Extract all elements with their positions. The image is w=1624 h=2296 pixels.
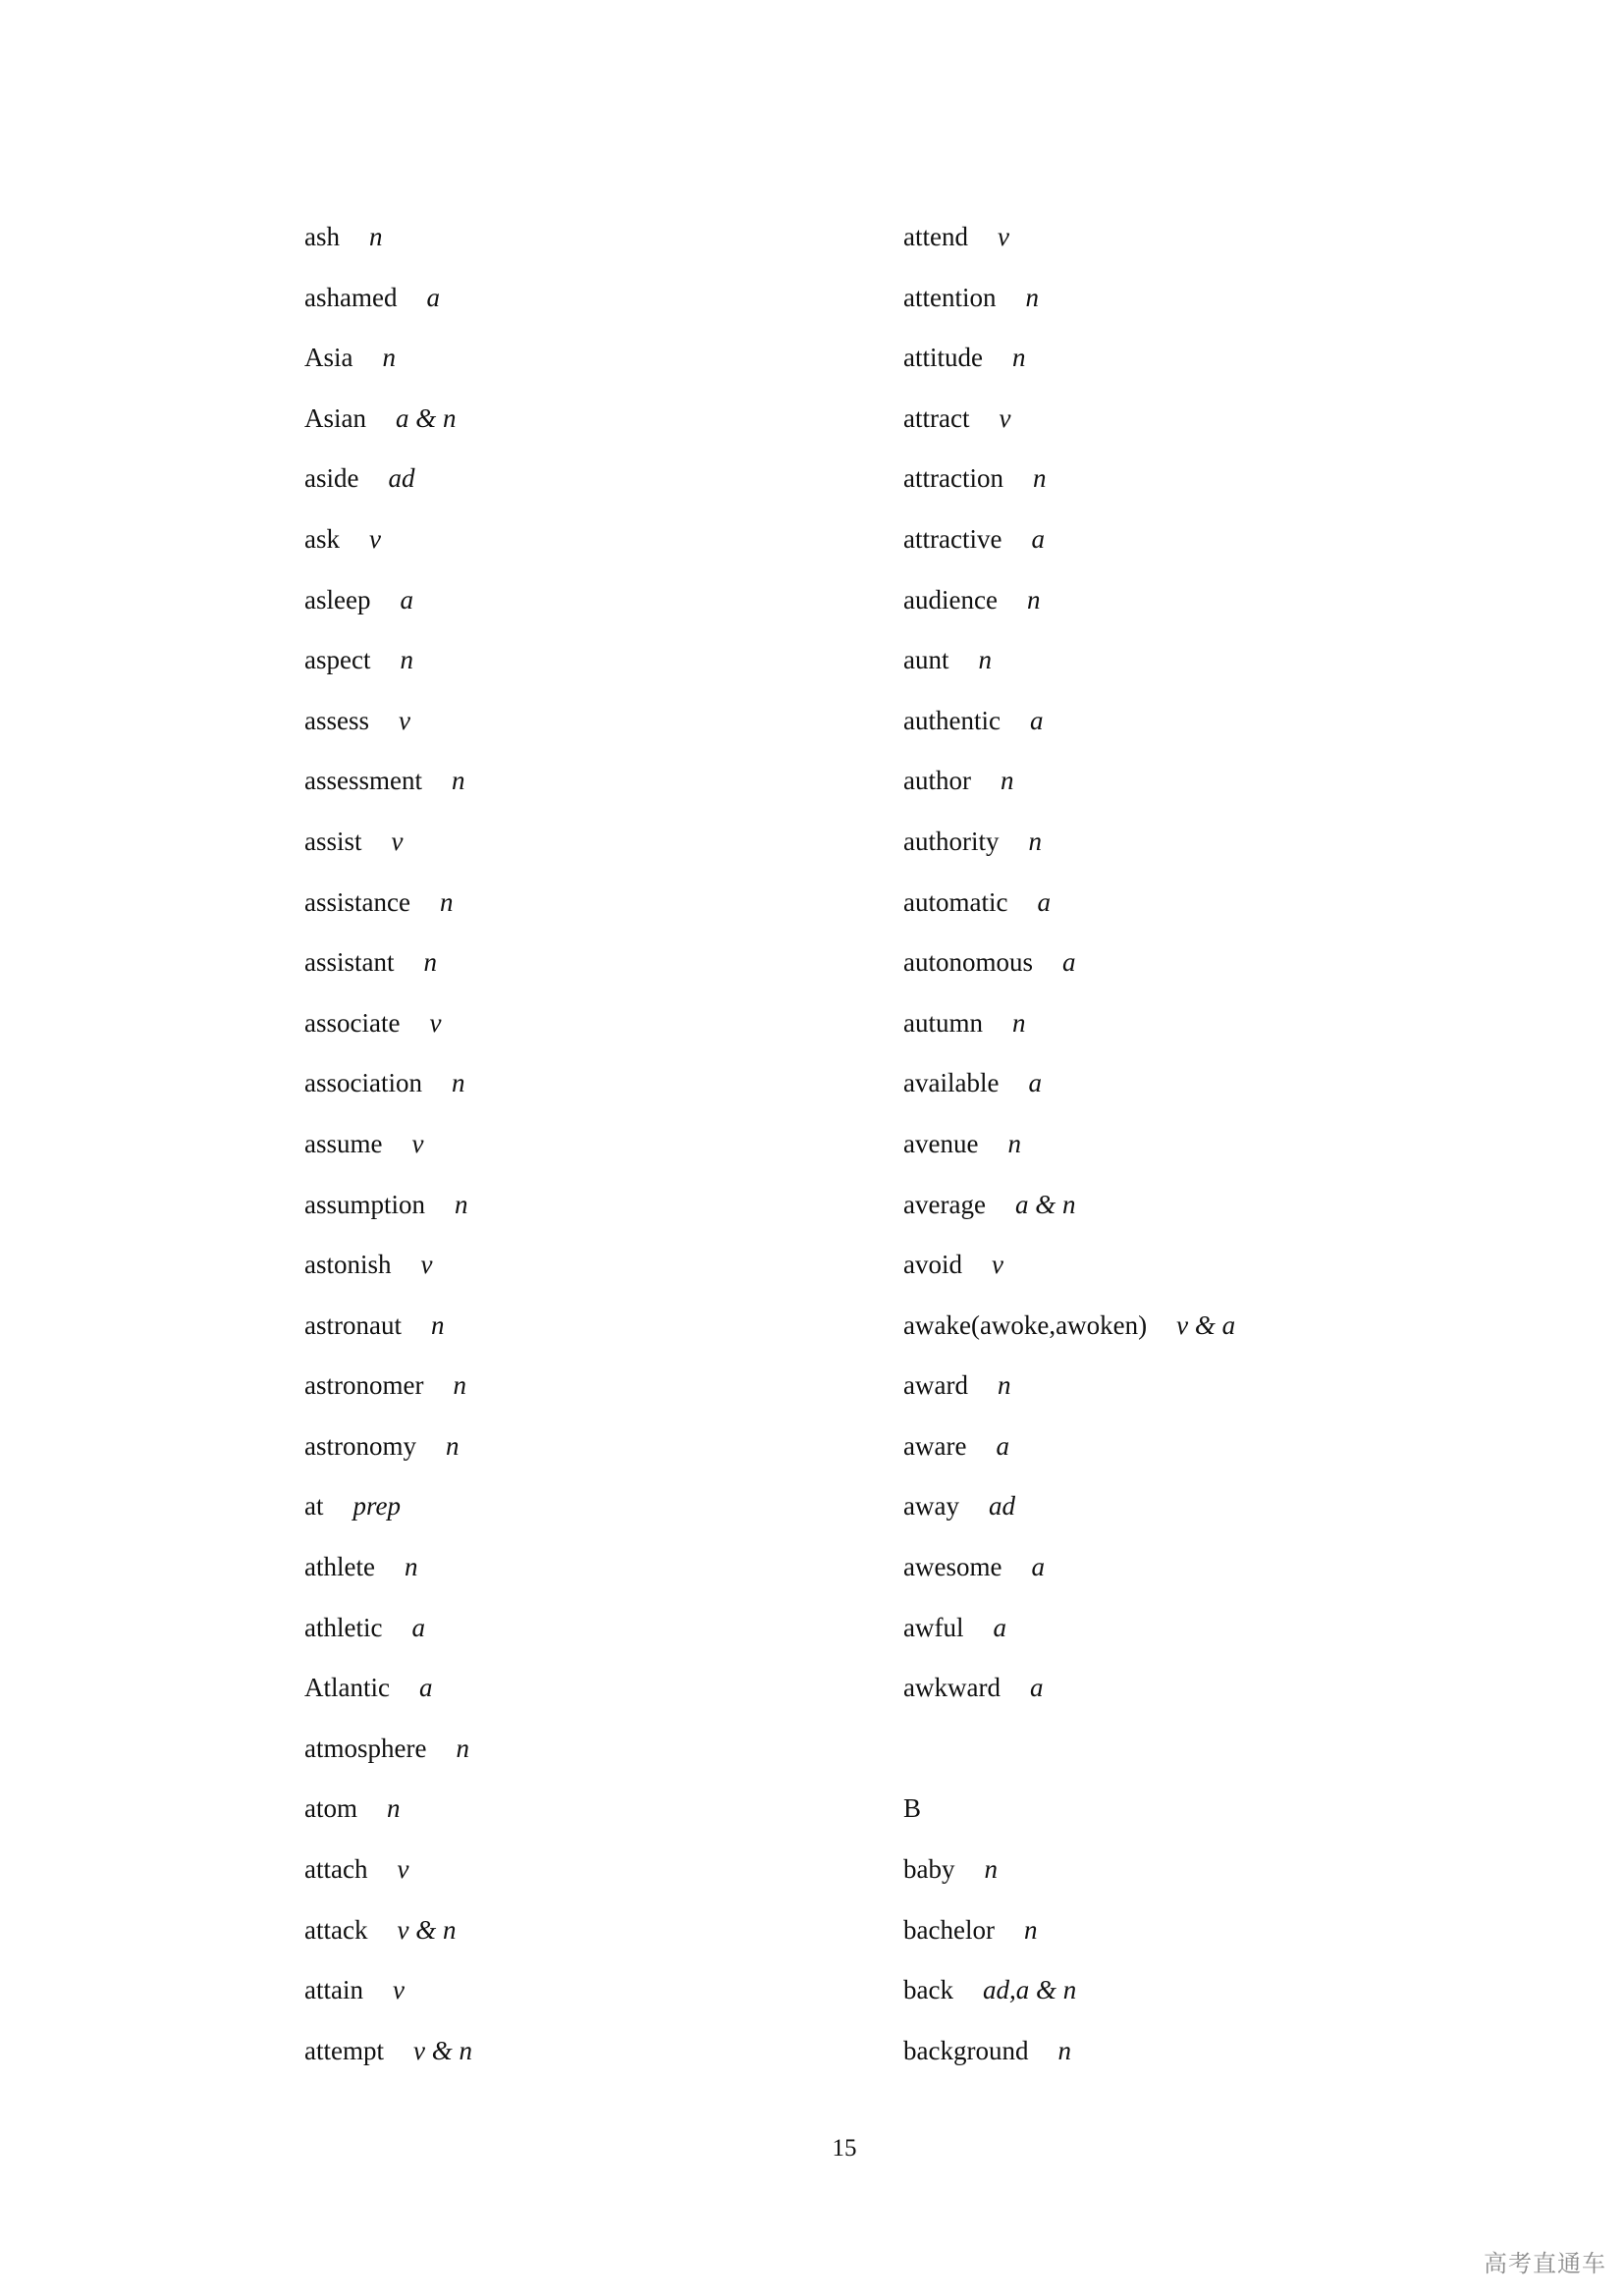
word-entry bbox=[304, 1605, 472, 1666]
word-entry bbox=[304, 1483, 472, 1544]
left-word-column bbox=[304, 214, 472, 2088]
section-gap bbox=[903, 1726, 1235, 1787]
headword: audience bbox=[903, 584, 998, 614]
headword: attention bbox=[903, 282, 997, 312]
headword: awkward bbox=[903, 1673, 1001, 1703]
headword: awful bbox=[903, 1612, 964, 1642]
word-entry bbox=[304, 1362, 472, 1423]
part-of-speech: v bbox=[399, 705, 410, 735]
part-of-speech: n bbox=[1057, 2035, 1071, 2065]
part-of-speech: n bbox=[997, 1370, 1011, 1401]
word-entry bbox=[304, 214, 472, 275]
part-of-speech: n bbox=[1028, 826, 1042, 856]
word-entry bbox=[903, 396, 1235, 456]
headword: assume bbox=[304, 1128, 383, 1158]
part-of-speech: ad,a & n bbox=[982, 1975, 1077, 2005]
headword: Asia bbox=[304, 343, 353, 373]
headword: automatic bbox=[903, 886, 1008, 917]
headword: ashamed bbox=[304, 282, 398, 312]
word-entry bbox=[903, 1362, 1235, 1423]
headword: aspect bbox=[304, 645, 371, 675]
word-entry bbox=[903, 1000, 1235, 1061]
word-entry bbox=[304, 1060, 472, 1121]
headword: awake(awoke,awoken) bbox=[903, 1309, 1148, 1340]
headword: available bbox=[903, 1068, 1000, 1098]
headword: assumption bbox=[304, 1189, 426, 1219]
part-of-speech: v bbox=[392, 1975, 405, 2005]
part-of-speech: a & n bbox=[396, 402, 457, 433]
word-entry bbox=[903, 880, 1235, 940]
part-of-speech: ad bbox=[388, 463, 415, 494]
word-entry bbox=[903, 1060, 1235, 1121]
part-of-speech: n bbox=[382, 343, 396, 373]
word-entry bbox=[903, 698, 1235, 759]
headword: attract bbox=[903, 402, 970, 433]
part-of-speech: n bbox=[446, 1430, 460, 1461]
part-of-speech: v bbox=[411, 1128, 424, 1158]
part-of-speech: n bbox=[1032, 463, 1047, 494]
word-entry bbox=[903, 275, 1235, 336]
part-of-speech: n bbox=[430, 1309, 445, 1340]
headword: assistant bbox=[304, 947, 395, 978]
part-of-speech: n bbox=[404, 1552, 418, 1582]
part-of-speech: v & n bbox=[397, 1914, 457, 1945]
headword: astronomer bbox=[304, 1370, 424, 1401]
part-of-speech: a bbox=[1029, 705, 1044, 735]
headword: Asian bbox=[304, 402, 366, 433]
part-of-speech: a bbox=[1028, 1068, 1042, 1098]
part-of-speech: a bbox=[1037, 886, 1051, 917]
word-entry bbox=[903, 819, 1235, 880]
word-entry bbox=[903, 455, 1235, 516]
word-entry bbox=[304, 939, 472, 1000]
word-entry bbox=[304, 1242, 472, 1303]
headword: attend bbox=[903, 222, 968, 251]
headword: ash bbox=[304, 222, 340, 251]
headword: association bbox=[304, 1068, 422, 1098]
section-letter-b: B bbox=[903, 1793, 922, 1824]
word-entry bbox=[304, 577, 472, 638]
word-entry bbox=[304, 1907, 472, 1968]
word-entry bbox=[304, 396, 472, 456]
part-of-speech: n bbox=[1000, 766, 1014, 796]
word-entry bbox=[903, 1121, 1235, 1182]
part-of-speech: ad bbox=[988, 1491, 1015, 1522]
part-of-speech: a bbox=[996, 1430, 1009, 1461]
word-entry bbox=[903, 637, 1235, 698]
part-of-speech: v bbox=[369, 523, 381, 554]
part-of-speech: a bbox=[426, 282, 440, 312]
headword: at bbox=[304, 1491, 324, 1522]
watermark-logo: 高考直通车 bbox=[1484, 2250, 1606, 2277]
word-entry bbox=[304, 880, 472, 940]
word-entry bbox=[903, 1605, 1235, 1666]
headword: atmosphere bbox=[304, 1733, 427, 1763]
headword: attraction bbox=[903, 463, 1003, 494]
headword: Atlantic bbox=[304, 1673, 390, 1703]
word-entry bbox=[304, 516, 472, 577]
part-of-speech: n bbox=[387, 1793, 401, 1824]
headword: autonomous bbox=[903, 947, 1033, 978]
word-entry bbox=[903, 1303, 1235, 1363]
word-entry bbox=[903, 335, 1235, 396]
part-of-speech: n bbox=[984, 1854, 998, 1885]
headword: back bbox=[903, 1975, 953, 2005]
part-of-speech: a bbox=[993, 1612, 1006, 1642]
part-of-speech: v & a bbox=[1176, 1309, 1236, 1340]
word-entry bbox=[304, 637, 472, 698]
headword: atom bbox=[304, 1793, 357, 1824]
word-entry bbox=[304, 2028, 472, 2089]
word-entry bbox=[304, 1423, 472, 1484]
a-words-group bbox=[903, 214, 1235, 1726]
word-entry bbox=[903, 2028, 1235, 2089]
headword: asleep bbox=[304, 584, 371, 614]
part-of-speech: n bbox=[439, 886, 454, 917]
headword: attempt bbox=[304, 2035, 384, 2065]
word-entry bbox=[304, 1303, 472, 1363]
word-entry bbox=[903, 939, 1235, 1000]
headword: aside bbox=[304, 463, 359, 494]
word-entry bbox=[903, 1665, 1235, 1726]
part-of-speech: n bbox=[369, 222, 383, 251]
headword: assistance bbox=[304, 886, 410, 917]
headword: attractive bbox=[903, 523, 1002, 554]
headword: average bbox=[903, 1189, 986, 1219]
part-of-speech: a bbox=[411, 1612, 425, 1642]
part-of-speech: n bbox=[1023, 1914, 1038, 1945]
headword: athlete bbox=[304, 1552, 375, 1582]
part-of-speech: a bbox=[1031, 523, 1045, 554]
headword: award bbox=[903, 1370, 968, 1401]
part-of-speech: n bbox=[1026, 584, 1041, 614]
headword: attain bbox=[304, 1975, 363, 2005]
headword: attitude bbox=[903, 343, 983, 373]
headword: ask bbox=[304, 523, 340, 554]
headword: astronomy bbox=[304, 1430, 416, 1461]
word-entry bbox=[304, 819, 472, 880]
word-entry bbox=[903, 1846, 1235, 1907]
headword: attack bbox=[304, 1914, 368, 1945]
part-of-speech: a bbox=[1031, 1552, 1045, 1582]
headword: awesome bbox=[903, 1552, 1002, 1582]
headword: background bbox=[903, 2035, 1029, 2065]
word-entry bbox=[304, 758, 472, 819]
part-of-speech: v bbox=[997, 222, 1009, 251]
headword: associate bbox=[304, 1007, 401, 1038]
word-entry bbox=[903, 1544, 1235, 1605]
part-of-speech: a bbox=[400, 584, 413, 614]
headword: assist bbox=[304, 826, 362, 856]
word-entry bbox=[304, 455, 472, 516]
b-words-group bbox=[903, 1846, 1235, 2088]
word-entry bbox=[903, 1907, 1235, 1968]
word-entry bbox=[903, 1242, 1235, 1303]
word-entry bbox=[903, 1967, 1235, 2028]
part-of-speech: n bbox=[400, 645, 413, 675]
part-of-speech: n bbox=[1025, 282, 1039, 312]
word-entry bbox=[304, 1967, 472, 2028]
headword: bachelor bbox=[903, 1914, 995, 1945]
part-of-speech: n bbox=[451, 1068, 465, 1098]
word-entry bbox=[903, 1182, 1235, 1243]
right-word-column bbox=[903, 214, 1235, 2088]
headword: authentic bbox=[903, 705, 1001, 735]
part-of-speech: n bbox=[1007, 1128, 1021, 1158]
part-of-speech: a bbox=[1029, 1673, 1044, 1703]
headword: astronaut bbox=[304, 1309, 402, 1340]
word-entry bbox=[903, 516, 1235, 577]
word-entry bbox=[304, 1846, 472, 1907]
headword: attach bbox=[304, 1854, 368, 1885]
word-entry bbox=[903, 214, 1235, 275]
headword: aunt bbox=[903, 645, 949, 675]
headword: avenue bbox=[903, 1128, 979, 1158]
headword: away bbox=[903, 1491, 959, 1522]
part-of-speech: v bbox=[999, 402, 1011, 433]
part-of-speech: n bbox=[1012, 1007, 1026, 1038]
part-of-speech: n bbox=[423, 947, 437, 978]
word-entry bbox=[304, 1121, 472, 1182]
word-entry bbox=[304, 1000, 472, 1061]
headword: author bbox=[903, 766, 971, 796]
word-entry bbox=[304, 275, 472, 336]
part-of-speech: v bbox=[429, 1007, 442, 1038]
part-of-speech: n bbox=[455, 1189, 468, 1219]
headword: aware bbox=[903, 1430, 967, 1461]
part-of-speech: v bbox=[391, 826, 404, 856]
word-entry bbox=[304, 1665, 472, 1726]
word-entry bbox=[304, 335, 472, 396]
headword: avoid bbox=[903, 1250, 962, 1280]
word-entry bbox=[304, 1182, 472, 1243]
word-entry bbox=[903, 577, 1235, 638]
word-entry bbox=[304, 1544, 472, 1605]
part-of-speech: n bbox=[978, 645, 992, 675]
part-of-speech: n bbox=[453, 1370, 466, 1401]
part-of-speech: a & n bbox=[1014, 1189, 1076, 1219]
word-entry bbox=[903, 1423, 1235, 1484]
headword: autumn bbox=[903, 1007, 983, 1038]
word-entry bbox=[304, 1786, 472, 1846]
part-of-speech: v bbox=[397, 1854, 409, 1885]
page-number: 15 bbox=[832, 2135, 857, 2162]
word-entry bbox=[304, 1726, 472, 1787]
headword: authority bbox=[903, 826, 1000, 856]
part-of-speech: a bbox=[418, 1673, 433, 1703]
part-of-speech: v bbox=[420, 1250, 433, 1280]
headword: assessment bbox=[304, 766, 422, 796]
word-entry bbox=[304, 698, 472, 759]
part-of-speech: n bbox=[451, 766, 465, 796]
headword: athletic bbox=[304, 1612, 383, 1642]
word-entry bbox=[903, 758, 1235, 819]
part-of-speech: n bbox=[456, 1733, 469, 1763]
part-of-speech: v bbox=[992, 1250, 1003, 1280]
headword: assess bbox=[304, 705, 369, 735]
part-of-speech: a bbox=[1062, 947, 1076, 978]
part-of-speech: prep bbox=[352, 1491, 401, 1522]
word-entry bbox=[903, 1483, 1235, 1544]
headword: baby bbox=[903, 1854, 955, 1885]
part-of-speech: n bbox=[1011, 343, 1026, 373]
headword: astonish bbox=[304, 1250, 392, 1280]
part-of-speech: v & n bbox=[412, 2035, 472, 2065]
